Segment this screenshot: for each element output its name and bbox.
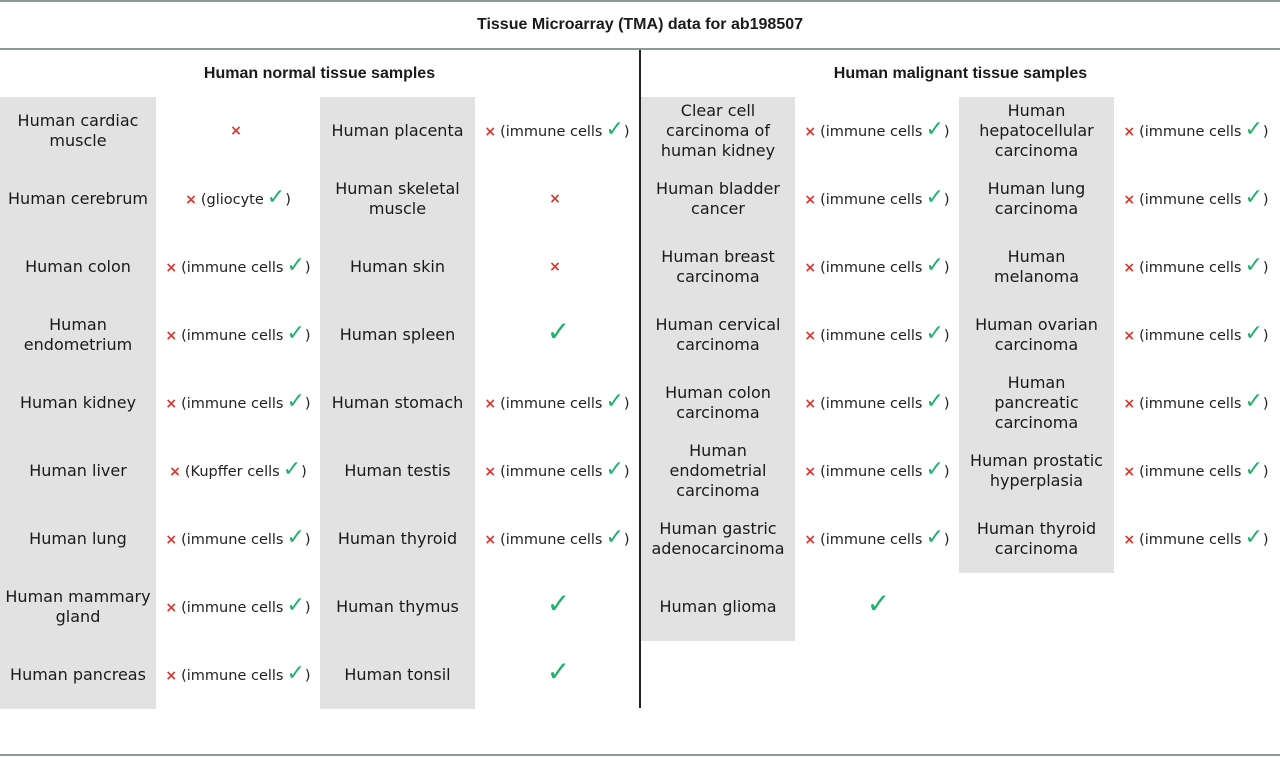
result-note: (immune cells — [500, 395, 603, 412]
result-text — [804, 456, 950, 482]
tissue-name-cell: Human endometrium — [0, 301, 156, 369]
check-icon: ✓ — [546, 655, 571, 688]
result-text — [1123, 456, 1269, 482]
check-icon: ✓ — [866, 587, 891, 620]
result-text — [864, 587, 891, 620]
check-icon: ✓ — [1244, 116, 1263, 142]
result-text — [1123, 388, 1269, 414]
result-note: (immune cells — [500, 531, 603, 548]
close-paren: ) — [1262, 395, 1269, 412]
check-icon: ✓ — [286, 320, 305, 346]
check-icon: ✓ — [286, 660, 305, 686]
check-icon: ✓ — [286, 388, 305, 414]
result-text — [165, 592, 311, 618]
check-icon: ✓ — [286, 592, 305, 618]
result-cell — [1114, 301, 1278, 369]
result-cell — [156, 233, 320, 301]
check-icon: ✓ — [1244, 456, 1263, 482]
tissue-name-cell: Human glioma — [641, 573, 795, 641]
check-icon: ✓ — [925, 252, 944, 278]
result-note: (immune cells — [1139, 531, 1242, 548]
result-note: (immune cells — [820, 531, 923, 548]
cross-icon: × — [804, 123, 817, 140]
tissue-name-cell: Human liver — [0, 437, 156, 505]
cross-icon: × — [165, 327, 178, 344]
result-note: (immune cells — [500, 123, 603, 140]
result-text — [804, 320, 950, 346]
tissue-name-cell: Human spleen — [320, 301, 475, 369]
result-cell — [795, 573, 959, 641]
tissue-name-cell: Human endometrial carcinoma — [641, 437, 795, 505]
close-paren: ) — [1262, 327, 1269, 344]
close-paren: ) — [623, 463, 630, 480]
tissue-name-cell: Human thyroid carcinoma — [959, 505, 1114, 573]
cross-icon: × — [1123, 463, 1136, 480]
check-icon: ✓ — [282, 456, 302, 482]
result-text — [484, 116, 630, 142]
cross-icon: × — [165, 395, 178, 412]
tissue-name-cell: Human stomach — [320, 369, 475, 437]
result-text — [804, 388, 950, 414]
cross-icon: × — [484, 463, 497, 480]
malignant-tissue-table — [641, 97, 1278, 709]
tissue-name-cell: Human colon — [0, 233, 156, 301]
result-cell — [156, 505, 320, 573]
result-text — [165, 524, 311, 550]
close-paren: ) — [304, 667, 311, 684]
bottom-rule — [0, 754, 1280, 756]
result-text — [544, 315, 571, 348]
close-paren: ) — [304, 259, 311, 276]
cross-icon: × — [484, 531, 497, 548]
result-text — [230, 121, 246, 141]
result-text — [484, 524, 630, 550]
result-note: (Kupffer cells — [184, 463, 280, 480]
tissue-name-cell: Human testis — [320, 437, 475, 505]
result-cell — [475, 233, 639, 301]
result-text — [804, 116, 950, 142]
cross-icon: × — [484, 395, 497, 412]
close-paren: ) — [1262, 191, 1269, 208]
result-cell — [795, 437, 959, 505]
check-icon: ✓ — [1244, 184, 1263, 210]
close-paren: ) — [943, 463, 950, 480]
close-paren: ) — [304, 599, 311, 616]
result-cell — [475, 641, 639, 709]
close-paren: ) — [943, 327, 950, 344]
check-icon: ✓ — [605, 388, 624, 414]
result-cell — [795, 505, 959, 573]
check-icon: ✓ — [1244, 388, 1263, 414]
result-text — [804, 524, 950, 550]
close-paren: ) — [943, 395, 950, 412]
check-icon: ✓ — [925, 456, 944, 482]
check-icon: ✓ — [925, 388, 944, 414]
close-paren: ) — [943, 531, 950, 548]
cross-icon: × — [165, 259, 178, 276]
normal-tissue-table — [0, 97, 639, 709]
result-cell — [475, 97, 639, 165]
result-text — [804, 252, 950, 278]
close-paren: ) — [943, 123, 950, 140]
result-note: (immune cells — [181, 395, 284, 412]
result-text — [804, 184, 950, 210]
result-note: (immune cells — [181, 531, 284, 548]
tissue-name-cell: Human lung — [0, 505, 156, 573]
cross-icon: × — [484, 123, 497, 140]
result-cell — [475, 573, 639, 641]
result-cell — [475, 165, 639, 233]
result-note: (immune cells — [820, 395, 923, 412]
cross-icon: × — [165, 667, 178, 684]
close-paren: ) — [301, 463, 307, 480]
result-text — [165, 660, 311, 686]
close-paren: ) — [304, 531, 311, 548]
result-text — [185, 184, 291, 210]
tissue-name-cell: Human tonsil — [320, 641, 475, 709]
tissue-name-cell: Human cerebrum — [0, 165, 156, 233]
cross-icon: × — [549, 191, 561, 207]
close-paren: ) — [943, 191, 950, 208]
result-cell — [156, 573, 320, 641]
cross-icon: × — [804, 191, 817, 208]
result-text — [544, 655, 571, 688]
result-note: (immune cells — [181, 259, 284, 276]
cross-icon: × — [804, 531, 817, 548]
close-paren: ) — [943, 259, 950, 276]
tissue-name-cell: Human thymus — [320, 573, 475, 641]
cross-icon: × — [165, 531, 178, 548]
result-cell — [1114, 369, 1278, 437]
result-cell — [795, 97, 959, 165]
result-cell — [795, 165, 959, 233]
result-text — [1123, 116, 1269, 142]
result-text — [549, 189, 565, 209]
tissue-name-cell: Human kidney — [0, 369, 156, 437]
check-icon: ✓ — [925, 184, 944, 210]
result-cell — [475, 437, 639, 505]
tissue-name-cell: Human pancreas — [0, 641, 156, 709]
result-cell — [795, 233, 959, 301]
tissue-name-cell: Human bladder cancer — [641, 165, 795, 233]
result-note: (immune cells — [1139, 191, 1242, 208]
result-text — [165, 388, 311, 414]
result-cell — [156, 301, 320, 369]
result-text — [1123, 184, 1269, 210]
result-note: (immune cells — [820, 463, 923, 480]
check-icon: ✓ — [1244, 524, 1263, 550]
tissue-name-cell: Human lung carcinoma — [959, 165, 1114, 233]
page-title: Tissue Microarray (TMA) data for ab198507 — [476, 16, 804, 33]
result-text — [165, 252, 311, 278]
result-text — [169, 456, 307, 482]
result-cell — [1114, 505, 1278, 573]
check-icon: ✓ — [266, 184, 286, 210]
result-text — [484, 388, 630, 414]
check-icon: ✓ — [605, 456, 624, 482]
cross-icon: × — [169, 463, 181, 480]
cross-icon: × — [549, 259, 561, 275]
check-icon: ✓ — [546, 587, 571, 620]
cross-icon: × — [804, 259, 817, 276]
result-text — [1123, 252, 1269, 278]
result-note: (immune cells — [181, 327, 284, 344]
tissue-name-cell: Human prostatic hyperplasia — [959, 437, 1114, 505]
cross-icon: × — [1123, 531, 1136, 548]
close-paren: ) — [623, 531, 630, 548]
check-icon: ✓ — [925, 524, 944, 550]
check-icon: ✓ — [605, 524, 624, 550]
check-icon: ✓ — [546, 315, 571, 348]
check-icon: ✓ — [605, 116, 624, 142]
tissue-name-cell: Human cardiac muscle — [0, 97, 156, 165]
tissue-name-cell: Human pancreatic carcinoma — [959, 369, 1114, 437]
result-note: (immune cells — [1139, 463, 1242, 480]
tissue-name-cell: Human mammary gland — [0, 573, 156, 641]
tissue-name-cell: Human placenta — [320, 97, 475, 165]
normal-heading: Human normal tissue samples — [203, 65, 436, 82]
check-icon: ✓ — [286, 524, 305, 550]
cross-icon: × — [804, 327, 817, 344]
tissue-name-cell: Human colon carcinoma — [641, 369, 795, 437]
result-cell — [1114, 437, 1278, 505]
close-paren: ) — [304, 395, 311, 412]
tissue-name-cell: Human ovarian carcinoma — [959, 301, 1114, 369]
cross-icon: × — [804, 463, 817, 480]
result-cell — [156, 437, 320, 505]
tissue-name-cell: Human melanoma — [959, 233, 1114, 301]
tissue-name-cell: Human cervical carcinoma — [641, 301, 795, 369]
result-text — [1123, 320, 1269, 346]
result-cell — [475, 369, 639, 437]
check-icon: ✓ — [925, 116, 944, 142]
tissue-name-cell: Human breast carcinoma — [641, 233, 795, 301]
result-note: (immune cells — [820, 123, 923, 140]
result-note: (immune cells — [1139, 395, 1242, 412]
result-note: (gliocyte — [200, 191, 264, 208]
result-cell — [795, 369, 959, 437]
close-paren: ) — [623, 395, 630, 412]
result-note: (immune cells — [1139, 259, 1242, 276]
result-note: (immune cells — [500, 463, 603, 480]
cross-icon: × — [1123, 259, 1136, 276]
result-cell — [475, 505, 639, 573]
result-text — [549, 257, 565, 277]
close-paren: ) — [623, 123, 630, 140]
check-icon: ✓ — [286, 252, 305, 278]
tissue-name-cell: Human gastric adenocarcinoma — [641, 505, 795, 573]
result-text — [484, 456, 630, 482]
close-paren: ) — [1262, 531, 1269, 548]
close-paren: ) — [285, 191, 291, 208]
result-note: (immune cells — [1139, 327, 1242, 344]
result-note: (immune cells — [181, 667, 284, 684]
result-text — [165, 320, 311, 346]
result-note: (immune cells — [1139, 123, 1242, 140]
close-paren: ) — [1262, 123, 1269, 140]
result-note: (immune cells — [820, 191, 923, 208]
result-note: (immune cells — [820, 327, 923, 344]
cross-icon: × — [185, 191, 197, 208]
result-text — [1123, 524, 1269, 550]
result-cell — [1114, 97, 1278, 165]
tissue-name-cell: Clear cell carcinoma of human kidney — [641, 97, 795, 165]
result-cell — [156, 641, 320, 709]
result-cell — [1114, 165, 1278, 233]
result-cell — [156, 165, 320, 233]
result-cell — [795, 301, 959, 369]
malignant-heading: Human malignant tissue samples — [833, 65, 1088, 82]
close-paren: ) — [1262, 259, 1269, 276]
tissue-name-cell: Human hepatocellular carcinoma — [959, 97, 1114, 165]
cross-icon: × — [1123, 191, 1136, 208]
cross-icon: × — [804, 395, 817, 412]
result-cell — [1114, 233, 1278, 301]
result-note: (immune cells — [820, 259, 923, 276]
tissue-name-cell: Human thyroid — [320, 505, 475, 573]
check-icon: ✓ — [925, 320, 944, 346]
cross-icon: × — [1123, 395, 1136, 412]
cross-icon: × — [230, 123, 242, 139]
cross-icon: × — [1123, 123, 1136, 140]
result-text — [544, 587, 571, 620]
tissue-name-cell: Human skin — [320, 233, 475, 301]
check-icon: ✓ — [1244, 320, 1263, 346]
result-cell — [156, 97, 320, 165]
close-paren: ) — [304, 327, 311, 344]
result-cell — [156, 369, 320, 437]
cross-icon: × — [165, 599, 178, 616]
close-paren: ) — [1262, 463, 1269, 480]
tissue-name-cell: Human skeletal muscle — [320, 165, 475, 233]
check-icon: ✓ — [1244, 252, 1263, 278]
cross-icon: × — [1123, 327, 1136, 344]
result-note: (immune cells — [181, 599, 284, 616]
result-cell — [475, 301, 639, 369]
